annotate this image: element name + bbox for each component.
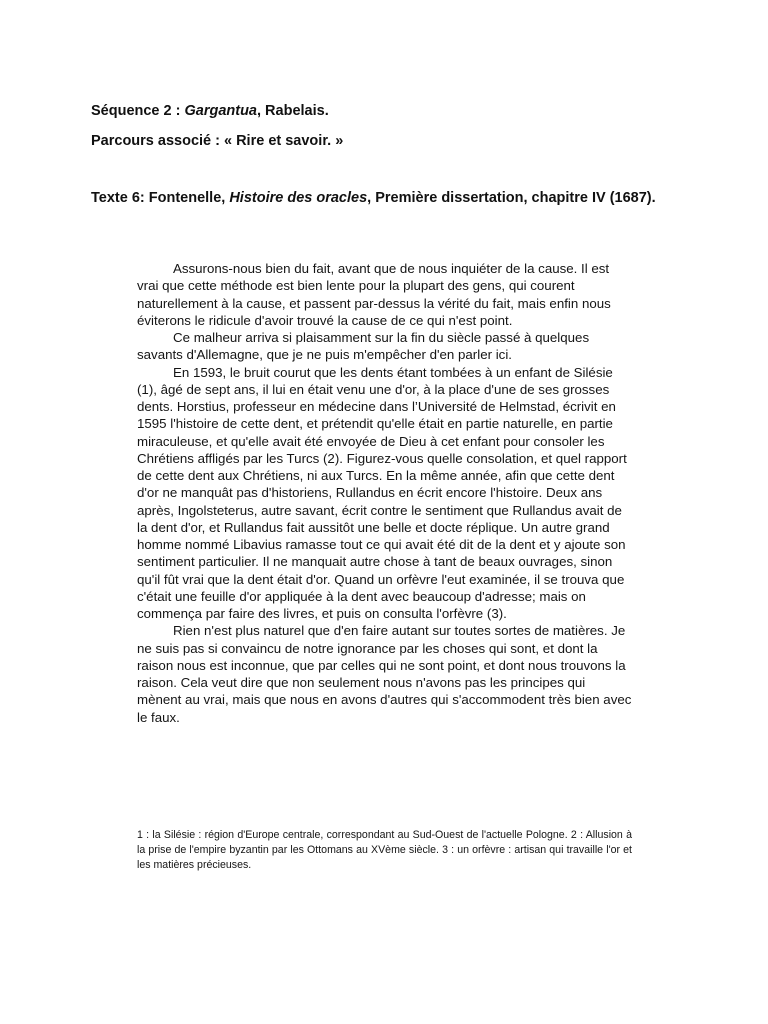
footnotes: 1 : la Silésie : région d'Europe centrale, correspondant au Sud-Ouest de l'actuelle Pologne. 2 : Allusion à la prise de l'empire byzantin par les Ottomans au XVème siècle. 3 : un orfèvre : artisan qui travaille l'or et les matières précieuses. — [137, 829, 632, 871]
paragraph-1: Assurons-nous bien du fait, avant que de nous inquiéter de la cause. Il est vrai que cette méthode est bien lente pour la plupart des gens, qui courent naturellement à la cause, et passent par-dessus la vérité du fait, mais enfin nous éviterons le ridicule d'avoir trouvé la cause de ce qui n'est point. — [137, 261, 611, 328]
excerpt-body — [137, 260, 632, 726]
paragraph-2: Ce malheur arriva si plaisamment sur la fin du siècle passé à quelques savants d'Allemagne, que je ne puis m'empêcher d'en parler ici. — [137, 330, 590, 363]
paragraph-3: En 1593, le bruit courut que les dents étant tombées à un enfant de Silésie (1), âgé de sept ans, il lui en était venu une d'or, à la place d'une de ses grosses dents. Horstius, professeur en médecine dans l’Université de Helmstad, écrivit en 1595 l'histoire de cette dent, et prétendit qu'elle était en partie naturelle, en partie miraculeuse, et qu'elle avait été envoyée de Dieu à cet enfant pour consoler les Chrétiens affligés par les Turcs (2). Figurez-vous quelle consolation, et quel rapport de cette dent aux Chrétiens, ni aux Turcs. En la même année, afin que cette dent d'or ne manquât pas d'historiens, Rullandus en écrit encore l'histoire. Deux ans après, Ingolsteterus, autre savant, écrit contre le sentiment que Rullandus avait de la dent d'or, et Rullandus fait aussitôt une belle et docte réplique. Un autre grand homme nommé Libavius ramasse tout ce qui avait été dit de la dent et y ajoute son sentiment particulier. Il ne manquait autre chose à tant de beaux ouvrages, sinon qu'il fût vrai que la dent était d'or. Quand un orfèvre l'eut examinée, il se trouva que c'était une feuille d'or appliquée à la dent avec beaucoup d'adresse; mais on commença par faire des livres, et puis on consulta l'orfèvre (3). — [137, 364, 627, 621]
paragraph-4: Rien n'est plus naturel que d'en faire autant sur toutes sortes de matières. Je ne suis pas si convaincu de notre ignorance par les choses qui sont, et dont la raison nous est inconnue, que par celles qui ne sont point, et dont nous trouvons la raison. Cela veut dire que non seulement nous n'avons pas les principes qui mènent au vrai, mais que nous en avons d'autres qui s'accommodent très bien avec le faux. — [137, 623, 632, 725]
parcours-title: Parcours associé : « Rire et savoir. » — [91, 133, 344, 149]
sequence-title: Séquence 2 : Gargantua, Rabelais. — [91, 103, 329, 119]
text-work-title: Histoire des oracles — [229, 190, 368, 206]
sequence-work-title: Gargantua — [184, 103, 257, 119]
text-title: Texte 6: Fontenelle, Histoire des oracles, Première dissertation, chapitre IV (1687). — [91, 190, 656, 206]
